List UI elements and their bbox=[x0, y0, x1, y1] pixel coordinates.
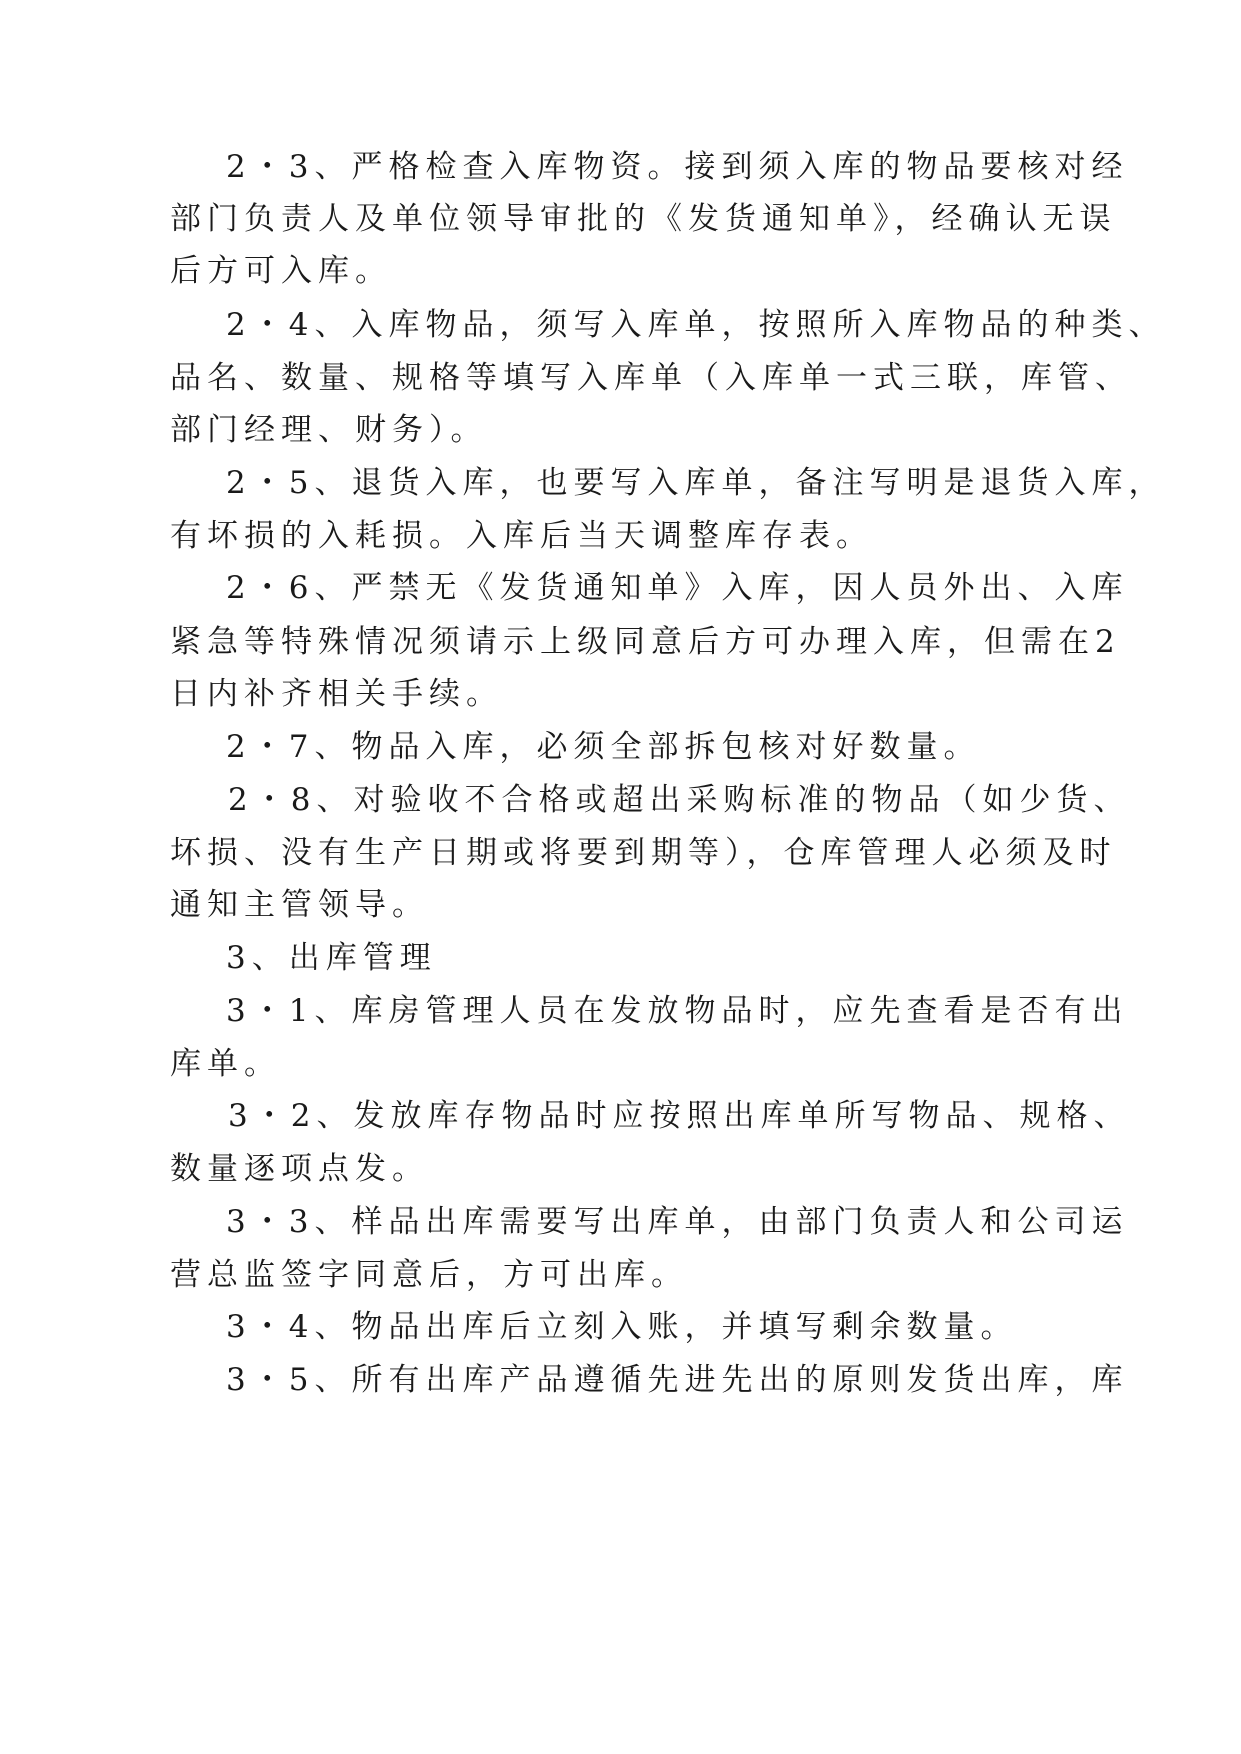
paragraph-3-3-line-1: 3・3、样品出库需要写出库单，由部门负责人和公司运 bbox=[226, 1204, 1129, 1240]
paragraph-2-3-line-2: 部门负责人及单位领导审批的《发货通知单》，经确认无误 bbox=[170, 201, 1117, 237]
paragraph-3-1-line-2: 库单。 bbox=[170, 1046, 281, 1082]
paragraph-2-6-line-2: 紧急等特殊情况须请示上级同意后方可办理入库，但需在2 bbox=[170, 624, 1121, 660]
paragraph-3-3-line-2: 营总监签字同意后，方可出库。 bbox=[170, 1257, 688, 1293]
paragraph-3-4-line-1: 3・4、物品出库后立刻入账，并填写剩余数量。 bbox=[226, 1309, 1018, 1345]
paragraph-2-7-line-1: 2・7、物品入库，必须全部拆包核对好数量。 bbox=[226, 729, 981, 765]
paragraph-2-3-line-1: 2・3、严格检查入库物资。接到须入库的物品要核对经 bbox=[226, 149, 1129, 185]
paragraph-2-4-line-3: 部门经理、财务）。 bbox=[170, 412, 488, 448]
paragraph-2-6-line-1: 2・6、严禁无《发货通知单》入库，因人员外出、入库 bbox=[226, 570, 1129, 606]
paragraph-2-4-line-2: 品名、数量、规格等填写入库单（入库单一式三联，库管、 bbox=[170, 360, 1132, 396]
section-heading-3: 3、出库管理 bbox=[226, 940, 437, 976]
paragraph-2-4-line-1: 2・4、入库物品，须写入库单，按照所入库物品的种类、 bbox=[226, 307, 1166, 343]
paragraph-2-8-line-2: 坏损、没有生产日期或将要到期等），仓库管理人必须及时 bbox=[170, 835, 1117, 871]
paragraph-2-3-line-3: 后方可入库。 bbox=[170, 253, 392, 289]
paragraph-2-6-line-3: 日内补齐相关手续。 bbox=[170, 676, 503, 712]
paragraph-2-5-line-2: 有坏损的入耗损。入库后当天调整库存表。 bbox=[170, 518, 873, 554]
paragraph-2-8-line-3: 通知主管领导。 bbox=[170, 887, 429, 923]
paragraph-2-8-line-1: 2・8、对验收不合格或超出采购标准的物品（如少货、 bbox=[228, 782, 1131, 818]
paragraph-3-2-line-2: 数量逐项点发。 bbox=[170, 1151, 429, 1187]
paragraph-2-5-line-1: 2・5、退货入库，也要写入库单，备注写明是退货入库， bbox=[226, 465, 1166, 501]
paragraph-3-2-line-1: 3・2、发放库存物品时应按照出库单所写物品、规格、 bbox=[228, 1098, 1131, 1134]
paragraph-3-5-line-1: 3・5、所有出库产品遵循先进先出的原则发货出库，库 bbox=[226, 1362, 1129, 1398]
paragraph-3-1-line-1: 3・1、库房管理人员在发放物品时，应先查看是否有出 bbox=[226, 993, 1129, 1029]
